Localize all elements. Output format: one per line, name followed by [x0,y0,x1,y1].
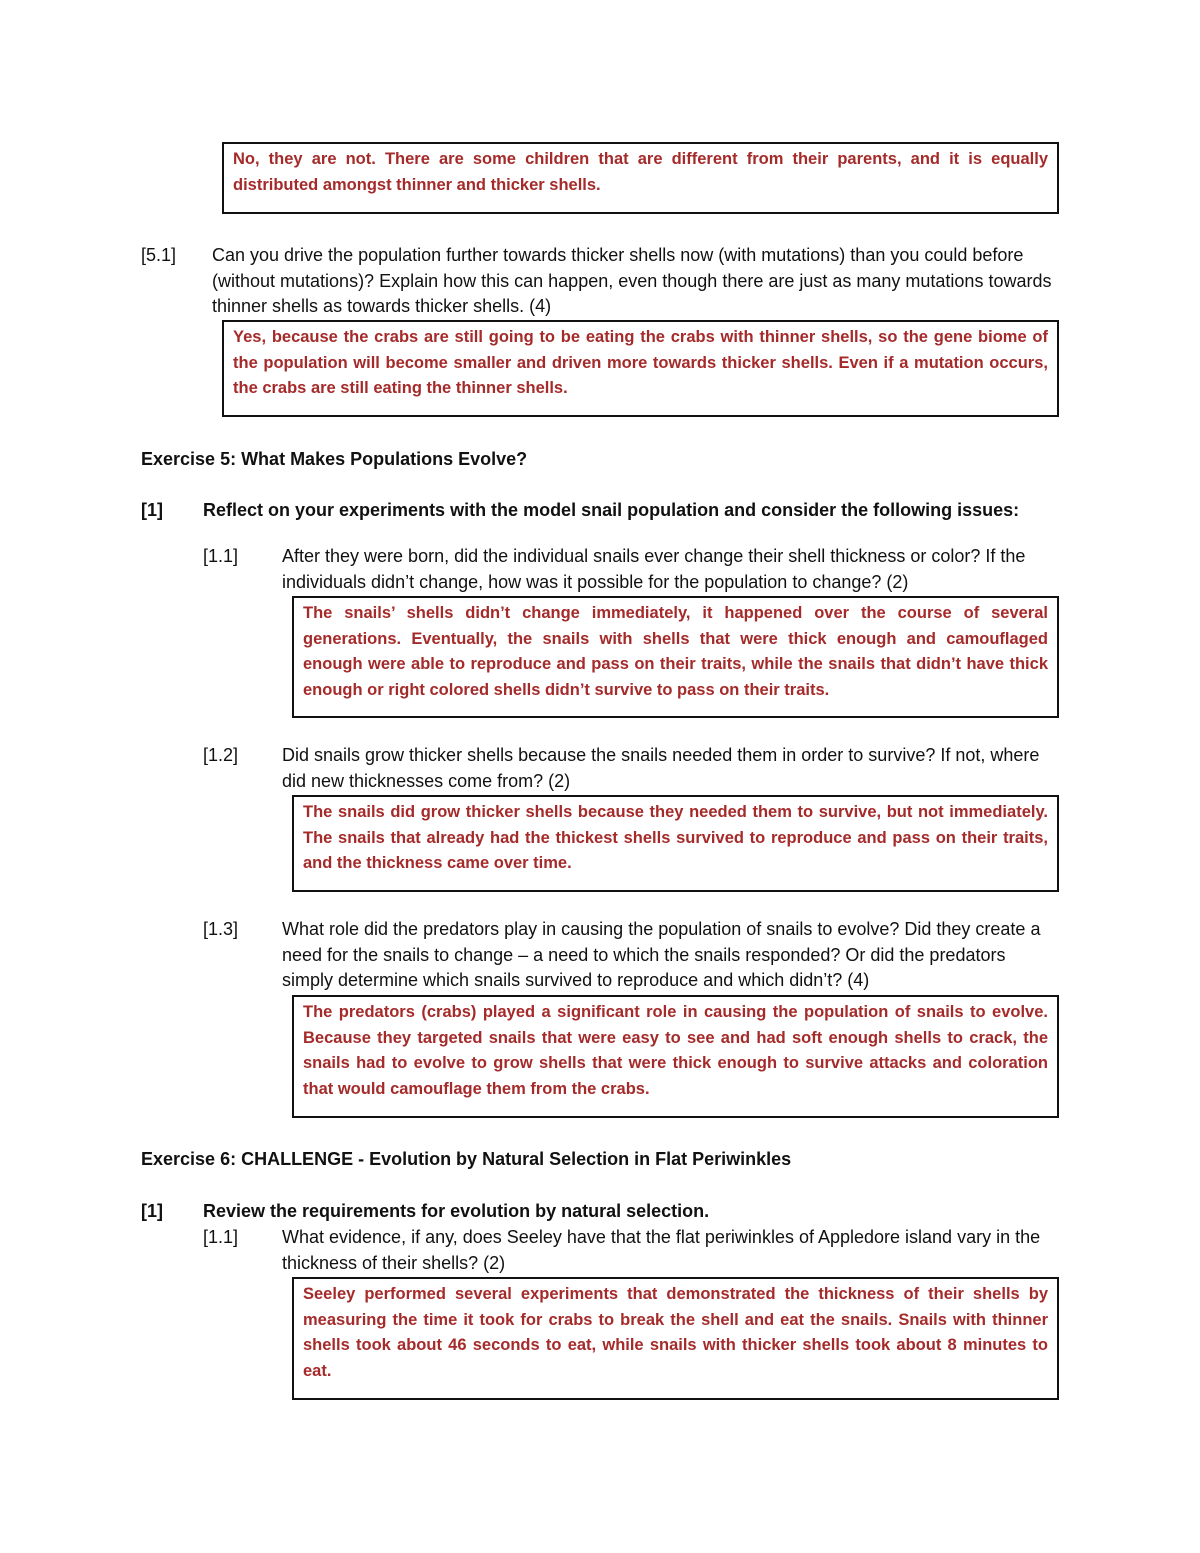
item-text: Reflect on your experiments with the model snail population and consider the following issues: [203,500,1020,520]
question-number: [1.1] [203,546,239,566]
answer-box-1-1: The snails’ shells didn’t change immediately, it happened over the course of several generations. Eventually, the snails with shells that were thick enough and camouflaged enough were able to reproduce and pass on their traits, while the snails that didn’t have thick enough or right colored shells didn’t survive to pass on their traits. [292,596,1059,718]
question-number: [1.1] [203,1227,239,1247]
question-text: Did snails grow thicker shells because the snails needed them in order to survive? If not, where did new thicknesses come from? (2) [282,745,1040,791]
exercise-6-heading: Exercise 6: CHALLENGE - Evolution by Natural Selection in Flat Periwinkles [141,1149,792,1169]
exercise-5-heading: Exercise 5: What Makes Populations Evolve? [141,449,528,469]
question-text: What role did the predators play in causing the population of snails to evolve? Did they create a need for the snails to change – a need to which the snails responded? Or did the predators simply determine which snails survived to reproduce and which didn’t? (4) [282,919,1041,990]
question-number: [1.2] [203,745,239,765]
question-number: [5.1] [141,245,177,265]
question-text: Can you drive the population further towards thicker shells now (with mutations) than you could before (without mutations)? Explain how this can happen, even though there are just as many mutations towards thinner shells as towards thicker shells. (4) [212,245,1052,316]
question-text: What evidence, if any, does Seeley have that the flat periwinkles of Appledore island vary in the thickness of their shells? (2) [282,1227,1041,1273]
answer-box-5-1: Yes, because the crabs are still going to be eating the crabs with thinner shells, so the gene biome of the population will become smaller and driven more towards thicker shells. Even if a mutation occurs, the crabs are still eating the thinner shells. [222,320,1059,417]
item-number: [1] [141,500,163,520]
answer-box-previous: No, they are not. There are some children that are different from their parents, and it is equally distributed amongst thinner and thicker shells. [222,142,1059,214]
item-text: Review the requirements for evolution by natural selection. [203,1201,710,1221]
question-text: After they were born, did the individual snails ever change their shell thickness or color? If the individuals didn’t change, how was it possible for the population to change? (2) [282,546,1026,592]
question-number: [1.3] [203,919,239,939]
item-number: [1] [141,1201,163,1221]
answer-box-1-3: The predators (crabs) played a significant role in causing the population of snails to evolve. Because they targeted snails that were easy to see and had soft enough shells to crack, the snails had to evolve to grow shells that were thick enough to survive attacks and coloration that would camouflage them from the crabs. [292,995,1059,1118]
answer-box-6-1-1: Seeley performed several experiments that demonstrated the thickness of their shells by measuring the time it took for crabs to break the shell and eat the snails. Snails with thinner shells took about 46 seconds to eat, while snails with thicker shells took about 8 minutes to eat. [292,1277,1059,1400]
answer-box-1-2: The snails did grow thicker shells because they needed them to survive, but not immediately. The snails that already had the thickest shells survived to reproduce and pass on their traits, and the thickness came over time. [292,795,1059,892]
